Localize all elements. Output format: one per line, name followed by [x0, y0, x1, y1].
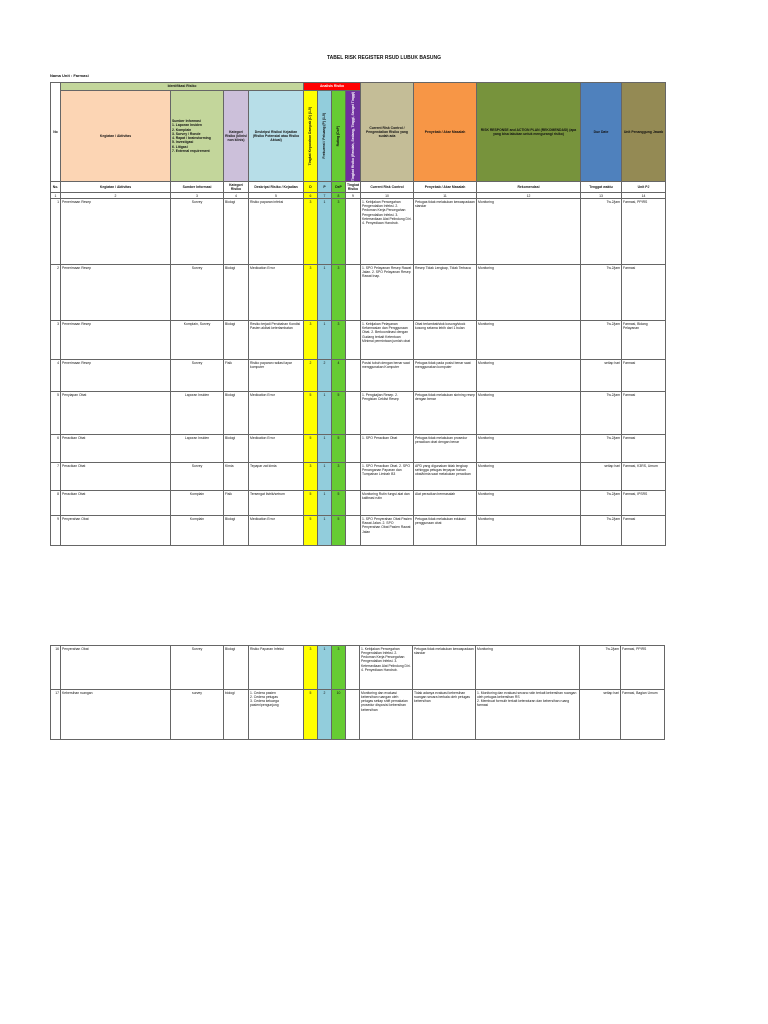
header-tingkat-risiko: Tingkat Risiko (Rendah, Sedang, Tinggi, Sangat Tinggi) — [350, 91, 355, 181]
header-current-risk-control: Current Risk Control / Pengendalian Risiko yang sudah ada — [361, 83, 414, 182]
cell-dp: 3 — [332, 265, 346, 321]
cell-current-control: Posisi tubuh dengan benar saat menggunakan Komputer — [361, 360, 414, 392]
cell-no: 16 — [51, 646, 61, 690]
cell-rekomendasi: Monitoring — [477, 516, 581, 546]
table-row — [51, 265, 666, 321]
cell-deskripsi: Risiko paparan radiasi layar komputer — [249, 360, 304, 392]
cell-deskripsi: Risiko Paparan Infeksi — [249, 646, 304, 690]
cell-due: Tw.2/jam — [581, 265, 622, 321]
cell-penyebab: Resep Tidak Lengkap, Tidak Terbaca — [414, 265, 477, 321]
cell-no: 4 — [51, 360, 61, 392]
cell-penyebab: Obat terlambat/stok kosong/stock kosong selama lebih dari 1 bulan — [414, 321, 477, 360]
header-d: Tingkat Keparahan Dampak (D) (1-5) — [308, 106, 313, 166]
header-no: No — [51, 83, 61, 182]
cell-due: Tw.2/jam — [581, 435, 622, 463]
cell-d: 3 — [304, 321, 318, 360]
cell-kategori: Biologi — [224, 265, 249, 321]
table-row — [51, 321, 666, 360]
header-analisis-risiko: Analisis Risiko — [304, 83, 361, 91]
table-row — [51, 516, 666, 546]
header-sumber-informasi: Sumber Informasi 1. Laporan Insiden 2. Komplain 3. Survey / Ronde 4. Rapat / brainstorming 5. Investigasi 6. Litigasi 7. External requirement — [171, 91, 224, 182]
cell-p: 1 — [318, 435, 332, 463]
column-number: 5 — [249, 193, 304, 199]
cell-tingkat — [346, 321, 361, 360]
table-row — [51, 199, 666, 265]
cell-tingkat — [346, 690, 360, 740]
header-rekomendasi: RISK RESPONSE and ACTION PLAN (REKOMENDASI) (apa yang bisa lakukan untuk mengurangi risiko) — [477, 83, 581, 182]
column-number: 14 — [622, 193, 666, 199]
cell-no: 9 — [51, 516, 61, 546]
cell-penyebab: Petugas tidak melakukan kewaspadaan standar — [413, 646, 476, 690]
cell-sumber: Survey — [171, 646, 224, 690]
table-row — [51, 360, 666, 392]
cell-sumber: Laporan Insiden — [171, 435, 224, 463]
cell-no: 1 — [51, 199, 61, 265]
cell-current-control: Monitoring dan evaluasi kebersihan ruangan oleh petugas setiap shift pemakaian prosedur disposisi kebersihan kebersihan — [360, 690, 413, 740]
cell-rekomendasi: Monitoring — [477, 360, 581, 392]
cell-rekomendasi: Monitoring — [477, 265, 581, 321]
cell-kegiatan: Penerimaan Resep — [61, 265, 171, 321]
cell-rekomendasi: Monitoring — [476, 646, 580, 690]
cell-d: 5 — [304, 392, 318, 435]
cell-tingkat — [346, 392, 361, 435]
cell-rekomendasi: Monitoring — [477, 321, 581, 360]
label-d: D — [304, 182, 318, 193]
column-number: 2 — [61, 193, 171, 199]
cell-due: Tw.2/jam — [581, 321, 622, 360]
label-tingkat: Tingkat Risiko — [347, 182, 359, 192]
cell-unit-pj: Farmasi — [622, 392, 666, 435]
cell-unit-pj: Farmasi — [622, 360, 666, 392]
cell-kategori: Kimia — [224, 463, 249, 491]
cell-dp: 4 — [332, 360, 346, 392]
column-number: 10 — [361, 193, 414, 199]
cell-kategori: Biologi — [224, 646, 249, 690]
cell-d: 5 — [304, 690, 318, 740]
cell-rekomendasi: Monitoring — [477, 491, 581, 516]
cell-dp: 5 — [332, 516, 346, 546]
header-kategori-risiko: Kategori Risiko (klinis/ non klinis) — [224, 91, 249, 182]
cell-p: 1 — [318, 646, 332, 690]
cell-kegiatan: Peracikan Obat — [61, 435, 171, 463]
cell-penyebab: Alat peracikan bermasalah — [414, 491, 477, 516]
table-row — [51, 392, 666, 435]
label-dp: DxP — [332, 182, 346, 193]
cell-sumber: Survey — [171, 265, 224, 321]
cell-no: 8 — [51, 491, 61, 516]
cell-p: 1 — [318, 392, 332, 435]
cell-tingkat — [346, 463, 361, 491]
column-number: 11 — [414, 193, 477, 199]
cell-penyebab: Petugas tidak melakukan kewaspadaan standar — [414, 199, 477, 265]
cell-kategori: Fisik — [224, 491, 249, 516]
cell-current-control: 1. SPO Penyerahan Obat Pasien Rawat Jalan. 2. SPO Penyerahan Obat Pasien Rawat Jalan — [361, 516, 414, 546]
cell-dp: 3 — [332, 463, 346, 491]
cell-tingkat — [346, 360, 361, 392]
label-p: P — [318, 182, 332, 193]
label-rekomendasi: Rekomendasi — [477, 182, 581, 193]
cell-p: 1 — [318, 199, 332, 265]
header-dp: Rating (DxP) — [336, 125, 341, 147]
cell-kegiatan: Penyerahan Obat — [61, 646, 171, 690]
cell-tingkat — [346, 435, 361, 463]
label-pj: Unit PJ — [622, 182, 666, 193]
cell-kegiatan: Penerimaan Resep — [61, 199, 171, 265]
column-number: 13 — [581, 193, 622, 199]
cell-rekomendasi: 1. Monitoring dan evaluasi secara rutin terkait kebersihan ruangan oleh petugas kebersihan RS 2. Membuat formulir terkait keteraturan dan kebersihan ruang farmasi — [476, 690, 580, 740]
label-deskripsi: Deskripsi Risiko / Kejadian — [249, 182, 304, 193]
cell-deskripsi: Tepapar zat kimia — [249, 463, 304, 491]
header-penyebab: Penyebab / Akar Masalah — [414, 83, 477, 182]
unit-label: Nama Unit : Farmasi — [50, 73, 89, 78]
cell-due: Tw.2/jam — [581, 491, 622, 516]
cell-no: 17 — [51, 690, 61, 740]
cell-current-control: 1. SPO Peracikan Obat. 2. SPO Penanganan Paparan dan Tumpahan Limbah B3 — [361, 463, 414, 491]
column-number: 9 — [346, 193, 361, 199]
header-deskripsi-risiko: Deskripsi Risiko/ Kejadian (Risiko Potensial atau Risiko Aktual) — [249, 91, 304, 182]
cell-kegiatan: Penerimaan Resep — [61, 321, 171, 360]
cell-current-control: 1. Pengkajian Resep. 2. Pengisian Ceklist Resep — [361, 392, 414, 435]
cell-penyebab: Tidak adanya evaluasi kebersihan ruangan secara berkala oleh petugas kebersihan — [413, 690, 476, 740]
cell-sumber: Survey — [171, 199, 224, 265]
label-due: Tenggat waktu — [581, 182, 622, 193]
cell-kategori: Fisik — [224, 360, 249, 392]
cell-kategori: Biologi — [224, 321, 249, 360]
cell-rekomendasi: Monitoring — [477, 435, 581, 463]
column-number: 6 — [304, 193, 318, 199]
table-row — [51, 491, 666, 516]
cell-deskripsi: Medication Error — [249, 265, 304, 321]
header-p: Frekuensi / Peluang (P) (1-5) — [322, 113, 327, 159]
cell-dp: 5 — [332, 491, 346, 516]
cell-current-control: Monitoring Rutin fungsi alat dan kalibrasi rutin — [361, 491, 414, 516]
cell-d: 3 — [304, 646, 318, 690]
cell-unit-pj: Farmasi, PPIRS — [621, 646, 665, 690]
cell-p: 1 — [318, 516, 332, 546]
cell-p: 2 — [318, 360, 332, 392]
cell-d: 3 — [304, 463, 318, 491]
cell-deskripsi: Medication Error — [249, 392, 304, 435]
cell-unit-pj: Farmasi, PPIRS — [622, 199, 666, 265]
cell-d: 5 — [304, 491, 318, 516]
cell-tingkat — [346, 265, 361, 321]
cell-kategori: biologi — [224, 690, 249, 740]
cell-deskripsi: Medication Error — [249, 435, 304, 463]
cell-dp: 3 — [332, 646, 346, 690]
cell-sumber: Laporan Insiden — [171, 392, 224, 435]
label-kegiatan: Kegiatan / Aktivitas — [61, 182, 171, 193]
cell-kegiatan: Penerimaan Resep — [61, 360, 171, 392]
label-sumber: Sumber Informasi — [171, 182, 224, 193]
column-number: 12 — [477, 193, 581, 199]
cell-sumber: Komplain — [171, 491, 224, 516]
cell-sumber: Komplain — [171, 516, 224, 546]
table-row — [51, 435, 666, 463]
cell-due: setiap hari — [581, 360, 622, 392]
cell-unit-pj: Farmasi — [622, 435, 666, 463]
cell-current-control: 1. Kebijakan Pelayanan Kefarmasian dan Penggunaan Obat. 2. Berkoordinasi dengan Gudang terkait Ketentuan Minimal permintaan jumlah obat — [361, 321, 414, 360]
cell-sumber: Survey — [171, 360, 224, 392]
header-kegiatan: Kegiatan / Aktivitas — [61, 91, 171, 182]
cell-deskripsi: 1. Cedera pasien 2. Cedera petugas 3. Cedera keluarga pasien/pengunjung — [249, 690, 304, 740]
cell-kegiatan: Peracikan Obat — [61, 463, 171, 491]
cell-dp: 10 — [332, 690, 346, 740]
cell-p: 1 — [318, 265, 332, 321]
cell-kegiatan: Peracikan Obat — [61, 491, 171, 516]
cell-dp: 3 — [332, 199, 346, 265]
cell-penyebab: Petugas tidak melakukan prosedur peracikan obat dengan benar — [414, 435, 477, 463]
cell-rekomendasi: Monitoring — [477, 463, 581, 491]
cell-no: 2 — [51, 265, 61, 321]
label-current: Current Risk Control — [361, 182, 414, 193]
cell-dp: 5 — [332, 435, 346, 463]
cell-deskripsi: Risiko paparan infeksi — [249, 199, 304, 265]
cell-kategori: Biologi — [224, 435, 249, 463]
cell-no: 5 — [51, 392, 61, 435]
cell-due: Tw.2/jam — [580, 646, 621, 690]
cell-d: 3 — [304, 199, 318, 265]
cell-sumber: Survey — [171, 463, 224, 491]
cell-tingkat — [346, 516, 361, 546]
cell-current-control: 1. Kebijakan Pencegahan Pengendalian Infeksi. 2. Pedoman Kerja Pencegahan Pengendalian Infeksi. 3. Ketersediaan Alat Pelindung Diri. 4. Penyediaan Handrub. — [361, 199, 414, 265]
cell-kategori: Biologi — [224, 392, 249, 435]
cell-penyebab: Petugas tidak melakukan edukasi penggunaan obat — [414, 516, 477, 546]
cell-rekomendasi: Monitoring — [477, 392, 581, 435]
cell-deskripsi: Medication Error — [249, 516, 304, 546]
cell-due: Tw.2/jam — [581, 199, 622, 265]
label-no: No. — [51, 182, 61, 193]
column-number: 3 — [171, 193, 224, 199]
column-number: 7 — [318, 193, 332, 199]
cell-penyebab: Petugas tidak melakukan skrining resep dengan benar — [414, 392, 477, 435]
cell-kegiatan: Penyiapan Obat — [61, 392, 171, 435]
cell-current-control: 1. SPO Peracikan Obat — [361, 435, 414, 463]
cell-sumber: Komplain, Survey — [171, 321, 224, 360]
column-number: 4 — [224, 193, 249, 199]
cell-unit-pj: Farmasi, Bidang Pelayanan — [622, 321, 666, 360]
cell-due: Tw.2/jam — [581, 516, 622, 546]
cell-kategori: Biologi — [224, 199, 249, 265]
cell-kegiatan: Penyerahan Obat — [61, 516, 171, 546]
cell-rekomendasi: Monitoring — [477, 199, 581, 265]
cell-no: 3 — [51, 321, 61, 360]
cell-penyebab: Petugas tidak pada posisi benar saat menggunakan komputer — [414, 360, 477, 392]
cell-unit-pj: Farmasi — [622, 265, 666, 321]
risk-register-table-page-2 — [50, 645, 665, 740]
cell-p: 1 — [318, 321, 332, 360]
cell-unit-pj: Farmasi, K3RS, Umum — [622, 463, 666, 491]
cell-unit-pj: Farmasi — [622, 516, 666, 546]
column-number: 8 — [332, 193, 346, 199]
header-unit-pj: Unit Penanggung Jawab — [622, 83, 666, 182]
cell-current-control: 1. Kebijakan Pencegahan Pengendalian Infeksi. 2. Pedoman Kerja Pencegahan Pengendalian Infeksi. 3. Ketersediaan Alat Pelindung Diri. 4. Penyediaan Handrub. — [360, 646, 413, 690]
cell-dp: 5 — [332, 392, 346, 435]
cell-d: 5 — [304, 516, 318, 546]
cell-due: Tw.2/jam — [581, 392, 622, 435]
header-identifikasi-risiko: Identifikasi Risiko — [61, 83, 304, 91]
column-number: 1 — [51, 193, 61, 199]
cell-tingkat — [346, 646, 360, 690]
cell-p: 2 — [318, 690, 332, 740]
cell-tingkat — [346, 491, 361, 516]
cell-deskripsi: Resiko terjadi Perubahan Kondisi Pasien akibat keterlambatan — [249, 321, 304, 360]
table-row — [51, 646, 665, 690]
cell-no: 6 — [51, 435, 61, 463]
document-title: TABEL RISK REGISTER RSUD LUBUK BASUNG — [327, 55, 441, 61]
cell-deskripsi: Tersengat listrik/setrum — [249, 491, 304, 516]
cell-tingkat — [346, 199, 361, 265]
cell-no: 7 — [51, 463, 61, 491]
header-due-date: Due Date — [581, 83, 622, 182]
cell-current-control: 1. SPO Pelayanan Resep Rawat Jalan. 2. SPO Pelayanan Resep Rawat Inap. — [361, 265, 414, 321]
label-penyebab: Penyebab / Akar Masalah — [414, 182, 477, 193]
cell-sumber: survey — [171, 690, 224, 740]
cell-kategori: Biologi — [224, 516, 249, 546]
label-kategori: Kategori Risiko — [224, 182, 249, 193]
cell-d: 5 — [304, 435, 318, 463]
cell-p: 1 — [318, 463, 332, 491]
risk-register-table-page-1 — [50, 82, 666, 546]
cell-unit-pj: Farmasi, Bagian Umum — [621, 690, 665, 740]
cell-dp: 3 — [332, 321, 346, 360]
cell-d: 2 — [304, 360, 318, 392]
cell-d: 3 — [304, 265, 318, 321]
cell-unit-pj: Farmasi, IPSRS — [622, 491, 666, 516]
table-row — [51, 463, 666, 491]
cell-due: setiap hari — [580, 690, 621, 740]
cell-p: 1 — [318, 491, 332, 516]
cell-penyebab: APD yang digunakan tidak lengkap sehingga petugas terpapar bahan obat/kimia saat melakukan peracikan — [414, 463, 477, 491]
cell-due: setiap hari — [581, 463, 622, 491]
table-row — [51, 690, 665, 740]
cell-kegiatan: Kebersihan ruangan — [61, 690, 171, 740]
